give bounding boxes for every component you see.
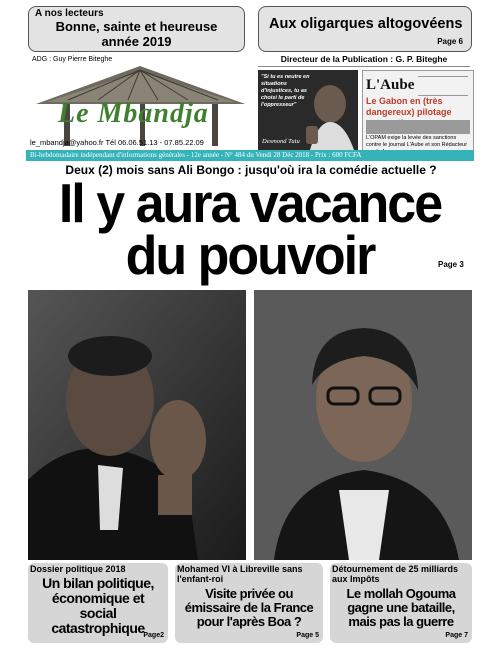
oligarchs-page: Page 6 (437, 37, 463, 46)
bottom-article-2-page: Page 5 (296, 632, 319, 639)
bottom-article-1-kicker: Dossier politique 2018 (30, 564, 126, 574)
director-line: Directeur de la Publication : G. P. Biteghe (258, 54, 470, 67)
oligarchs-headline: Aux oligarques altogovéens (269, 16, 463, 32)
aube-caption: L'OPAM exige la levée des sanctions contre le journal L'Aube et son Rédacteur (366, 135, 468, 148)
judge-photo (254, 290, 472, 560)
main-headline-line1: Il y aura vacance (58, 173, 442, 235)
masthead-title: Le Mbandja (58, 98, 209, 129)
bottom-article-1-headline: Un bilan politique, économique et social catastrophique (42, 575, 154, 636)
bottom-article-2 (175, 563, 323, 643)
aube-headline: Le Gabon en (très dangereux) pilotage (366, 96, 452, 117)
bottom-article-3-headline: Le mollah Ogouma gagne une bataille, mais pas la guerre (346, 586, 456, 629)
tutu-author: Desmond Tutu (262, 138, 300, 145)
info-strip-text: Bi-hebdomadaire indépendant d'informations générales - 12e année - N° 484 du Vendi 28 Déc 2018 - Prix : 600 FCFA (30, 151, 362, 159)
new-year-kicker: A nos lecteurs (35, 8, 104, 19)
contact-line: le_mbandja@yahoo.fr Tél 06.06.51.13 - 07.85.22.09 (30, 138, 204, 147)
ali-bongo-photo (28, 290, 246, 560)
bottom-article-3-page: Page 7 (445, 632, 468, 639)
main-page: Page 3 (438, 260, 464, 269)
bottom-article-1 (28, 563, 168, 643)
tutu-box (258, 70, 358, 150)
aube-box (362, 70, 474, 152)
bottom-article-3-kicker: Détournement de 25 milliards aux Impôts (332, 564, 459, 584)
info-strip (26, 150, 474, 161)
oligarchs-box (258, 6, 472, 52)
bottom-article-2-kicker: Mohamed VI à Libreville sans l'enfant-roi (177, 564, 303, 584)
new-year-box (28, 6, 245, 52)
adg-line: ADG : Guy Pierre Biteghe (32, 56, 113, 63)
bottom-article-3 (330, 563, 472, 643)
aube-masthead-lines (418, 76, 468, 96)
aube-photos (366, 120, 470, 134)
main-headline-line2: du pouvoir (125, 225, 375, 287)
new-year-headline: Bonne, sainte et heureuse année 2019 (55, 19, 218, 49)
main-kicker: Deux (2) mois sans Ali Bongo : jusqu'où ira la comédie actuelle ? (65, 163, 437, 177)
tutu-quote: "Si tu es neutre en situations d'injustices, tu as choisi le parti de l'oppresseur" (261, 74, 310, 108)
aube-logo: L'Aube (366, 77, 415, 93)
bottom-article-2-headline: Visite privée ou émissaire de la France pour l'après Boa ? (184, 586, 314, 629)
bottom-article-1-page: Page2 (143, 632, 164, 639)
